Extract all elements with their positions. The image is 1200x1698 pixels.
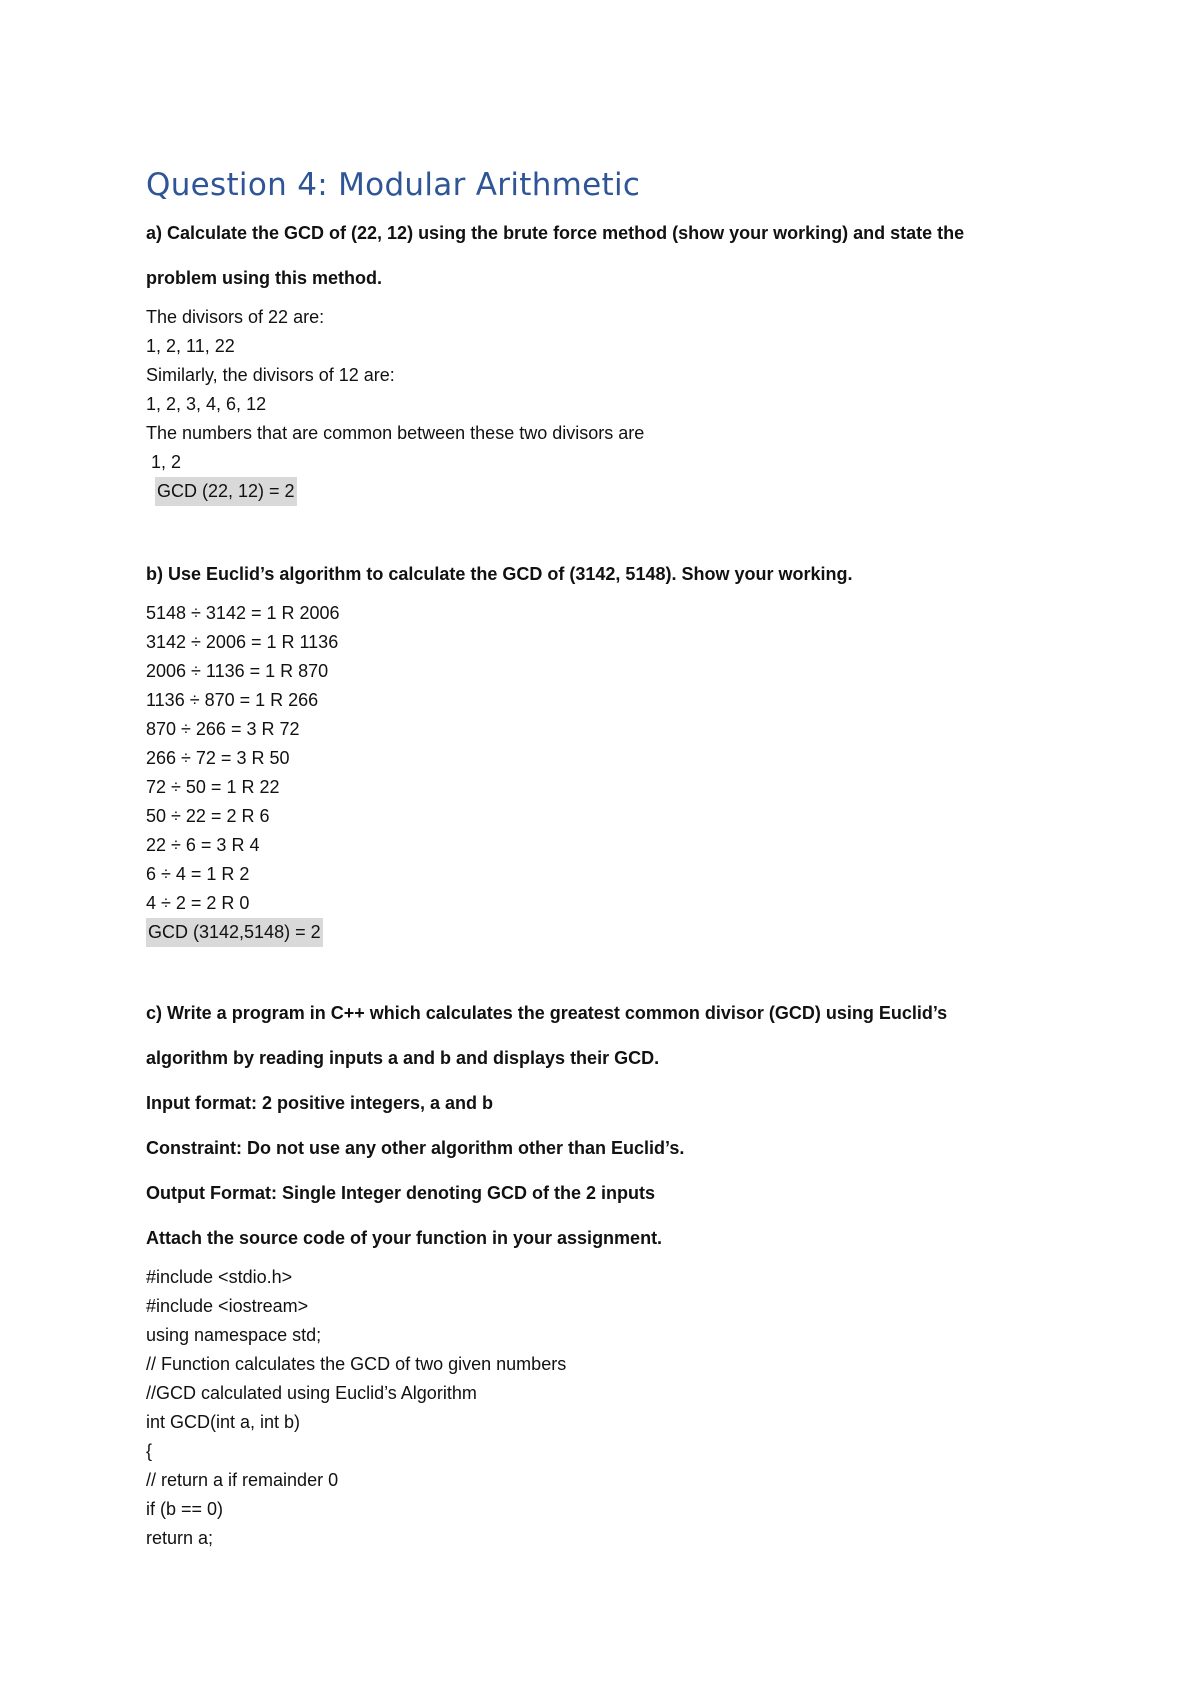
code-line: //GCD calculated using Euclid’s Algorithm (146, 1383, 477, 1403)
euclid-step: 5148 ÷ 3142 = 1 R 2006 (146, 603, 340, 623)
code-line: #include <iostream> (146, 1296, 309, 1316)
part-b-result: GCD (3142,5148) = 2 (146, 918, 323, 947)
euclid-step: 870 ÷ 266 = 3 R 72 (146, 719, 300, 739)
part-c-question-line-1: c) Write a program in C++ which calculates the greatest common divisor (GCD) using Euclid’s (146, 1003, 948, 1023)
part-c (146, 991, 1066, 1553)
part-c-constraint: Constraint: Do not use any other algorithm other than Euclid’s. (146, 1138, 685, 1158)
part-c-question-line-2: algorithm by reading inputs a and b and displays their GCD. (146, 1048, 660, 1068)
euclid-step: 22 ÷ 6 = 3 R 4 (146, 835, 260, 855)
part-c-output-format: Output Format: Single Integer denoting GCD of the 2 inputs (146, 1183, 655, 1203)
euclid-step: 3142 ÷ 2006 = 1 R 1136 (146, 632, 339, 652)
euclid-step: 4 ÷ 2 = 2 R 0 (146, 893, 250, 913)
part-c-attach: Attach the source code of your function in your assignment. (146, 1228, 663, 1248)
part-a-line: 1, 2, 11, 22 (146, 336, 235, 356)
document-content (146, 165, 1066, 1553)
part-a-line: The divisors of 22 are: (146, 307, 325, 327)
euclid-step: 2006 ÷ 1136 = 1 R 870 (146, 661, 329, 681)
part-a-result: GCD (22, 12) = 2 (155, 477, 297, 506)
code-line: return a; (146, 1528, 214, 1548)
part-a-line: The numbers that are common between these two divisors are (146, 423, 645, 443)
part-a-question-line-1: a) Calculate the GCD of (22, 12) using the brute force method (show your working) and state the (146, 223, 965, 243)
euclid-step: 50 ÷ 22 = 2 R 6 (146, 806, 270, 826)
euclid-step: 1136 ÷ 870 = 1 R 266 (146, 690, 319, 710)
code-line: int GCD(int a, int b) (146, 1412, 301, 1432)
part-a-line: Similarly, the divisors of 12 are: (146, 365, 395, 385)
euclid-step: 6 ÷ 4 = 1 R 2 (146, 864, 250, 884)
part-b-result-line (146, 918, 1066, 947)
page-title: Question 4: Modular Arithmetic (146, 167, 641, 203)
code-line: #include <stdio.h> (146, 1267, 293, 1287)
part-a (146, 211, 1066, 506)
part-b (146, 552, 1066, 947)
part-a-question-line-2: problem using this method. (146, 268, 383, 288)
part-a-line: 1, 2 (151, 452, 182, 472)
part-a-result-line (146, 477, 1066, 506)
code-line: using namespace std; (146, 1325, 322, 1345)
part-c-input-format: Input format: 2 positive integers, a and b (146, 1093, 494, 1113)
euclid-step: 266 ÷ 72 = 3 R 50 (146, 748, 290, 768)
code-line: if (b == 0) (146, 1499, 224, 1519)
part-b-question: b) Use Euclid’s algorithm to calculate the GCD of (3142, 5148). Show your working. (146, 564, 853, 584)
code-listing (146, 1263, 1066, 1553)
code-line: // Function calculates the GCD of two given numbers (146, 1354, 567, 1374)
euclid-step: 72 ÷ 50 = 1 R 22 (146, 777, 280, 797)
code-line: // return a if remainder 0 (146, 1470, 339, 1490)
code-line: { (146, 1441, 153, 1461)
part-a-line: 1, 2, 3, 4, 6, 12 (146, 394, 267, 414)
